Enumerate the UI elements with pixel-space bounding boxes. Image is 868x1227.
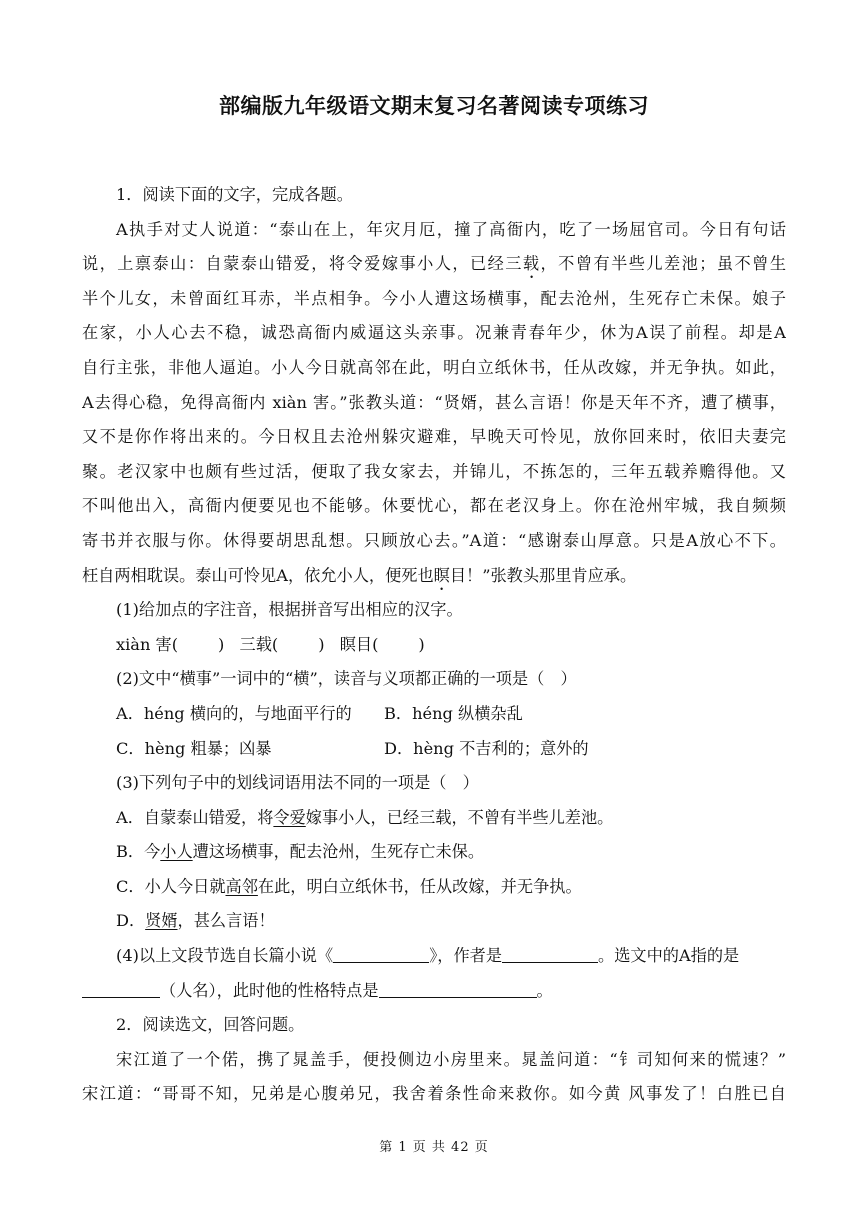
option-a: A．héng 横向的，与地面平行的 (116, 703, 352, 723)
dotted-char-ming: 瞑 (433, 565, 450, 585)
sub-question-1-items: xiàn 害( ) 三载( ) 瞑目( ) (116, 634, 425, 654)
passage-line: A去得心稳，免得高衙内 xiàn 害。”张教头道：“贤婿，甚么言语！你是天年不齐，遭了横事， (82, 392, 786, 412)
option-a: A．自蒙泰山错爱，将令爱嫁事小人，已经三载，不曾有半些儿差池。 (116, 807, 614, 827)
page-title: 部编版九年级语文期末复习名著阅读专项练习 (219, 94, 649, 118)
option-c: C．小人今日就高邻在此，明白立纸休书，任从改嫁，并无争执。 (116, 876, 582, 896)
answer-blank-name[interactable] (82, 975, 160, 998)
dotted-char-zai: 载 (522, 254, 541, 274)
page-number-footer: 第 1 页 共 42 页 (379, 1140, 489, 1155)
sub-question-1: (1)给加点的字注音，根据拼音写出相应的汉字。 (116, 600, 463, 620)
passage-line: 寄书并衣服与你。休得要胡思乱想。只顾放心去。”A道：“感谢泰山厚意。只是A放心不下。 (82, 530, 786, 550)
option-b: B．今小人遭这场横事，配去沧州，生死存亡未保。 (116, 842, 485, 862)
option-b: B．héng 纵横杂乱 (384, 703, 523, 723)
underlined-word: 贤婿 (145, 911, 178, 931)
sub-question-2: (2)文中“横事”一词中的“横”，读音与义项都正确的一项是（ ） (116, 669, 577, 689)
answer-blank-character[interactable] (379, 975, 537, 998)
underlined-word: 令爱 (273, 807, 306, 827)
passage-line: 又不是你作将出来的。今日权且去沧州躲灾避难，早晚天可怜见，放你回来时，依旧夫妻完 (82, 427, 786, 447)
passage-line: 半个儿女，未曾面红耳赤，半点相争。今小人遭这场横事，配去沧州，生死存亡未保。娘子 (82, 288, 786, 308)
sub-question-2-options-row1 (82, 697, 786, 732)
sub-question-4-cont: （人名），此时他的性格特点是 。 (82, 974, 786, 1009)
passage-line: 说，上禀泰山：自蒙泰山错爱，将令爱嫁事小人，已经三载，不曾有半些儿差池；虽不曾生 (82, 254, 786, 274)
sub-question-2-options-row2 (82, 732, 786, 767)
answer-blank-author[interactable] (502, 940, 598, 963)
underlined-word: 高邻 (225, 876, 258, 896)
document-body (82, 178, 786, 1112)
question-1-passage (82, 213, 786, 594)
passage-line: 聚。老汉家中也颇有些过活，便取了我女家去，并锦儿，不拣怎的，三年五载养赡得他。又 (82, 461, 786, 481)
passage-line: 自行主张，非他人逼迫。小人今日就高邻在此，明白立纸休书，任从改嫁，并无争执。如此， (82, 357, 786, 377)
option-d: D．hèng 不吉利的；意外的 (384, 738, 589, 758)
option-d: D．贤婿，甚么言语！ (116, 911, 275, 931)
sub-question-3: (3)下列句子中的划线词语用法不同的一项是（ ） (116, 773, 479, 793)
underlined-word: 小人 (160, 842, 193, 862)
passage-line: 宋江道了一个偌，携了晁盖手，便投侧边小房里来。晁盖问道：“钅司知何来的慌速？” (116, 1049, 786, 1069)
passage-line: A执手对丈人说道：“泰山在上，年灾月厄，撞了高衙内，吃了一场屈官司。今日有句话 (116, 219, 786, 239)
question-1-heading: 1．阅读下面的文字，完成各题。 (116, 185, 353, 204)
answer-blank-novel[interactable] (333, 940, 429, 963)
option-c: C．hèng 粗暴；凶暴 (116, 738, 272, 758)
sub-question-4: (4)以上文段节选自长篇小说《 》，作者是 。选文中的A指的是 (82, 939, 786, 974)
pinyin-xian: xiàn (272, 392, 307, 412)
passage-line: 宋江道：“哥哥不知，兄弟是心腹弟兄，我舍着条性命来救你。如今黄 风事发了！白胜已自 (82, 1084, 786, 1104)
passage-line: 不叫他出入，高衙内便要见也不能够。休要忧心，都在老汉身上。你在沧州牢城，我自频频 (82, 496, 786, 516)
passage-line: 枉自两相耽误。泰山可怜见A，依允小人，便死也瞑目！”张教头那里肯应承。 (82, 565, 637, 585)
question-2-heading: 2．阅读选文，回答问题。 (116, 1015, 305, 1035)
passage-line: 在家，小人心去不稳，诚恐高衙内威逼这头亲事。况兼青春年少，休为A误了前程。却是A (82, 323, 786, 343)
